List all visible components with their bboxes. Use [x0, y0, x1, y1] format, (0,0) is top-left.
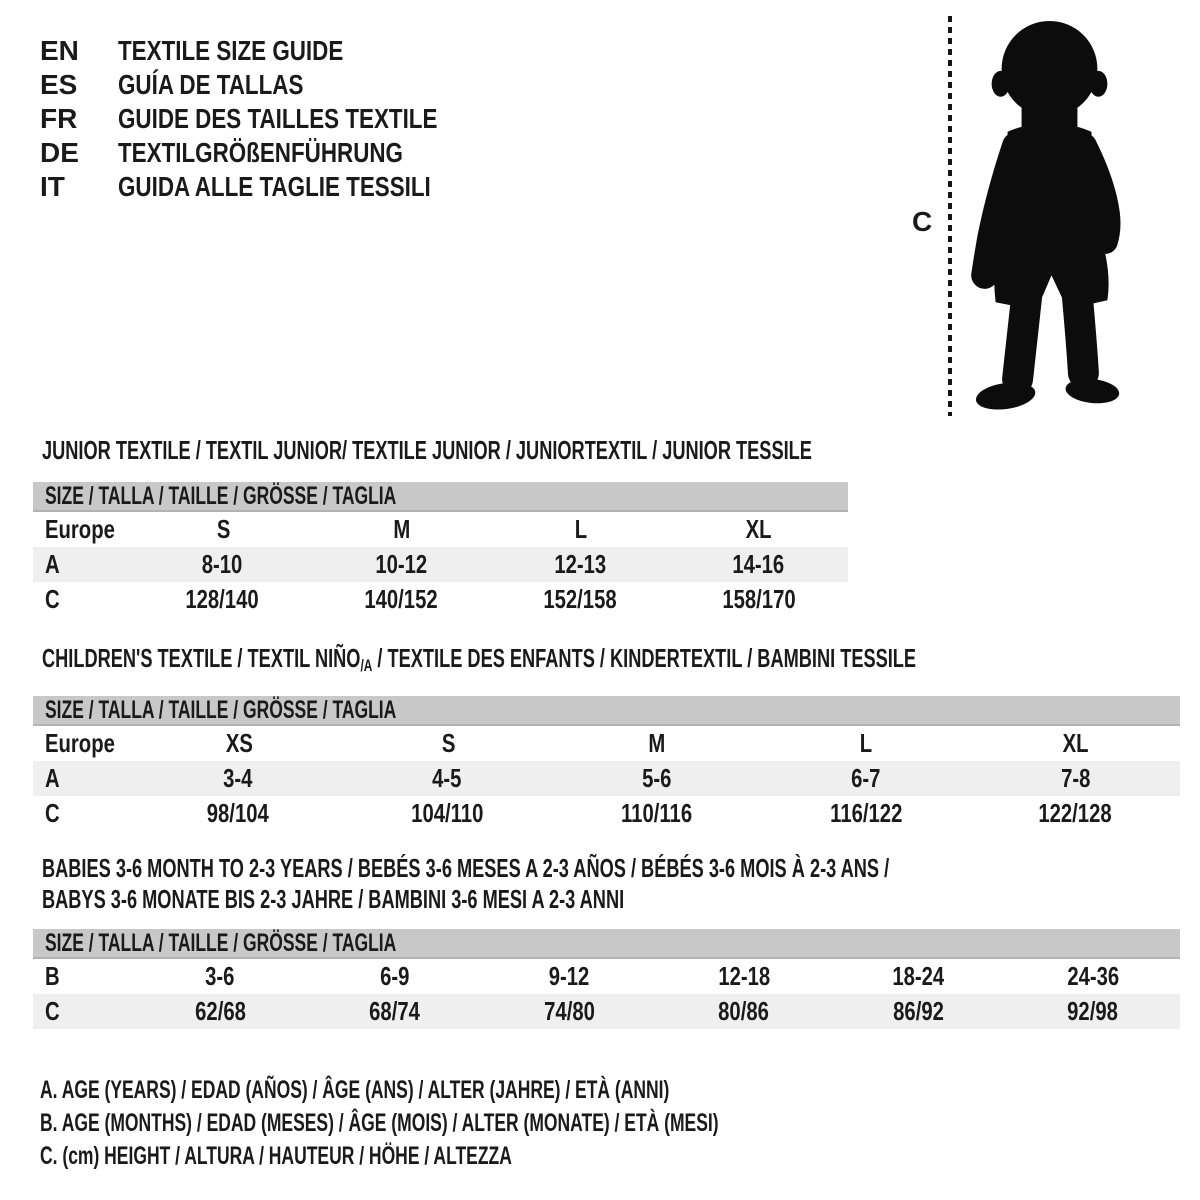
table-cell: 68/74 — [369, 996, 421, 1026]
height-measure-line — [948, 16, 952, 416]
table-cell: M — [648, 728, 666, 758]
language-code: EN — [40, 35, 79, 66]
row-label: Europe — [45, 728, 115, 758]
language-row — [40, 34, 517, 68]
table-row — [33, 959, 1180, 994]
table-cell: 5-6 — [641, 763, 672, 793]
table-cell: S — [441, 728, 455, 758]
language-code: FR — [40, 103, 78, 134]
heading-subscript: /A — [360, 656, 373, 675]
section-heading: BABIES 3-6 MONTH TO 2-3 YEARS / BEBÉS 3-6 MESES A 2-3 AÑOS / BÉBÉS 3-6 MOIS À 2-3 ANS / BABYS 3-6 MONATE BIS 2-3 JAHRE / BAMBINI 3-6 MESI A 2-3 ANNI — [42, 853, 890, 914]
table-cell: 18-24 — [892, 961, 945, 991]
table-cell: 152/158 — [543, 584, 617, 614]
table-cell: 24-36 — [1066, 961, 1119, 991]
language-label: TEXTILE SIZE GUIDE — [118, 35, 344, 66]
table-cell: XL — [1062, 728, 1089, 758]
table-cell: L — [860, 728, 873, 758]
row-label: A — [45, 549, 60, 579]
section-babies-textile — [33, 853, 1180, 1029]
table-row — [33, 796, 1180, 831]
language-row — [40, 102, 517, 136]
table-cell: 6-7 — [851, 763, 881, 793]
table-row — [33, 512, 848, 547]
table-cell: 110/116 — [620, 798, 693, 828]
table-cell: 92/98 — [1067, 996, 1119, 1026]
table-cell: XL — [745, 514, 772, 544]
table-cell: 80/86 — [718, 996, 770, 1026]
section-children-textile — [33, 645, 1180, 831]
language-list — [40, 34, 517, 204]
table-cell: 6-9 — [380, 961, 410, 991]
table-row — [33, 994, 1180, 1029]
legend-line-b: B. AGE (MONTHS) / EDAD (MESES) / ÂGE (MOIS) / ALTER (MONATE) / ETÀ (MESI) — [40, 1109, 719, 1137]
language-row — [40, 136, 517, 170]
table-row — [33, 582, 848, 617]
size-header-bar: SIZE / TALLA / TAILLE / GRÖSSE / TAGLIA — [33, 696, 1180, 726]
language-row — [40, 68, 517, 102]
height-label-c: C — [912, 206, 933, 237]
legend-line-a: A. AGE (YEARS) / EDAD (AÑOS) / ÂGE (ANS) / ALTER (JAHRE) / ETÀ (ANNI) — [40, 1076, 670, 1104]
table-row — [33, 726, 1180, 761]
table-cell: 140/152 — [364, 584, 438, 614]
table-cell: 10-12 — [375, 549, 428, 579]
table-cell: 12-13 — [553, 549, 606, 579]
row-label: A — [45, 763, 60, 793]
table-row — [33, 761, 1180, 796]
section-junior-textile — [33, 437, 848, 617]
table-cell: 7-8 — [1060, 763, 1090, 793]
table-cell: 62/68 — [194, 996, 246, 1026]
table-cell: 98/104 — [206, 798, 269, 828]
section-heading: JUNIOR TEXTILE / TEXTIL JUNIOR/ TEXTILE JUNIOR / JUNIORTEXTIL / JUNIOR TESSILE — [42, 435, 812, 465]
table-cell: 74/80 — [543, 996, 595, 1026]
table-cell: XS — [225, 728, 253, 758]
table-cell: S — [216, 514, 231, 544]
table-cell: 128/140 — [185, 584, 260, 614]
table-cell: 104/110 — [411, 798, 484, 828]
language-label: TEXTILGRÖßENFÜHRUNG — [118, 137, 403, 168]
language-row — [40, 170, 517, 204]
section-heading: CHILDREN'S TEXTILE / TEXTIL NIÑO/A / TEXTILE DES ENFANTS / KINDERTEXTIL / BAMBINI TESSILE — [42, 643, 917, 675]
legend-line-c: C. (cm) HEIGHT / ALTURA / HAUTEUR / HÖHE / ALTEZZA — [40, 1142, 512, 1170]
size-header-bar: SIZE / TALLA / TAILLE / GRÖSSE / TAGLIA — [33, 929, 1180, 959]
table-cell: 122/128 — [1038, 798, 1112, 828]
baby-silhouette-icon — [958, 14, 1146, 418]
language-code: IT — [40, 171, 65, 202]
table-cell: 116/122 — [829, 798, 903, 828]
table-cell: 14-16 — [732, 549, 785, 579]
table-cell: 3-6 — [205, 961, 235, 991]
row-label: C — [45, 996, 60, 1026]
language-code: DE — [40, 137, 79, 168]
row-label: Europe — [45, 514, 115, 544]
table-cell: 86/92 — [892, 996, 944, 1026]
legend — [40, 1074, 1009, 1173]
table-cell: M — [393, 514, 411, 544]
row-label: C — [45, 584, 60, 614]
table-cell: 158/170 — [721, 584, 796, 614]
language-code: ES — [40, 69, 78, 100]
table-cell: L — [574, 514, 587, 544]
table-cell: 9-12 — [548, 961, 590, 991]
size-header-bar: SIZE / TALLA / TAILLE / GRÖSSE / TAGLIA — [33, 482, 848, 512]
language-label: GUÍA DE TALLAS — [118, 69, 304, 100]
table-row — [33, 547, 848, 582]
language-label: GUIDE DES TAILLES TEXTILE — [118, 103, 438, 134]
table-cell: 12-18 — [717, 961, 770, 991]
row-label: C — [45, 798, 60, 828]
language-label: GUIDA ALLE TAGLIE TESSILI — [118, 171, 431, 202]
table-cell: 3-4 — [223, 763, 253, 793]
table-cell: 8-10 — [202, 549, 243, 579]
table-cell: 4-5 — [432, 763, 462, 793]
row-label: B — [45, 961, 60, 991]
